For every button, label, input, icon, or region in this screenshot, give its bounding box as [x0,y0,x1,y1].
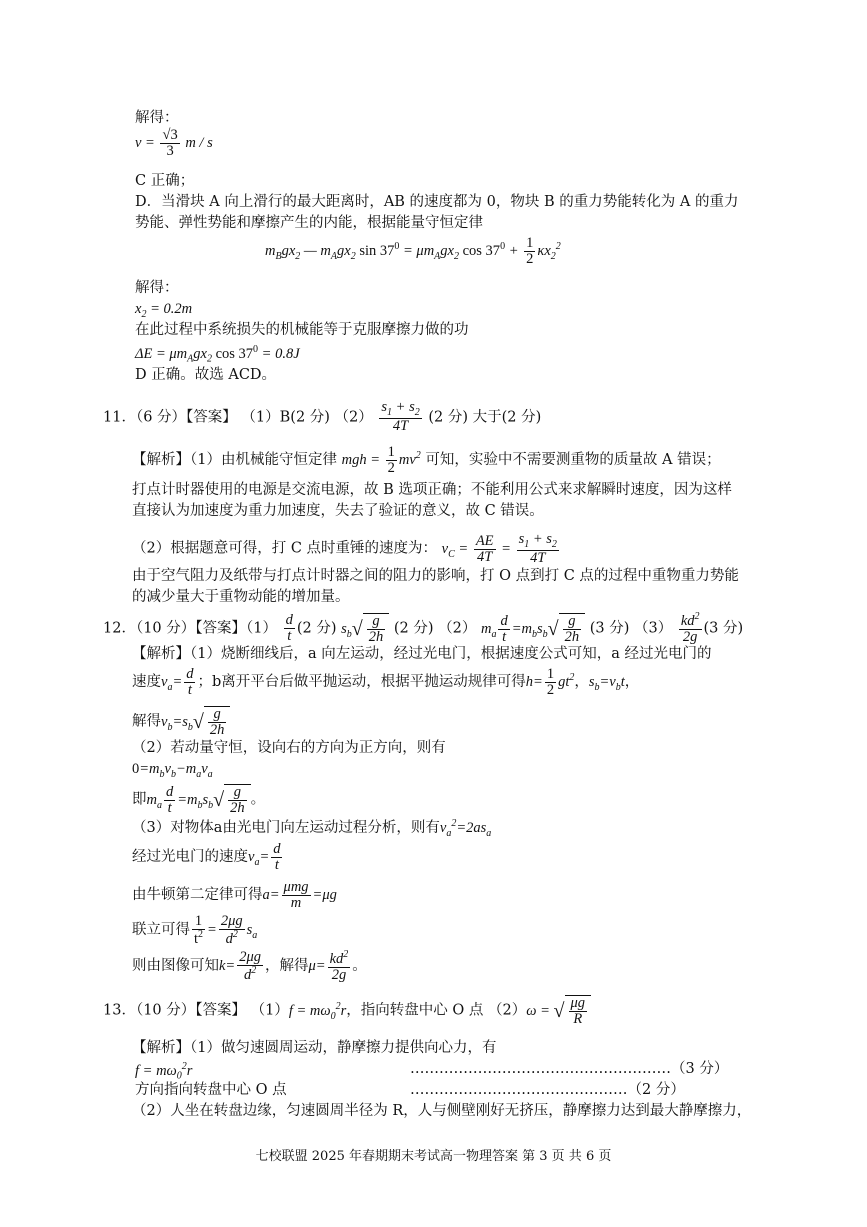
text-line: 的减少量大于重物动能的增加量。 [132,589,350,605]
text-line: 由于空气阻力及纸带与打点计时器之间的阻力的影响，打 O 点到打 C 点的过程中重物重力势能 [132,568,739,584]
text-line: 经过光电门的速度$v_a=$ $\frac{d}{t}$ [132,841,281,874]
equation: $m_Bgx_2$ — $m_Agx_2$ $\sin 37^0 = \mu m_Agx_2$ $\cos 37^0$ + $\frac{1}{2}$ $\kappa x_2^2$ [265,235,561,268]
text-line: （2）根据题意可得，打 C 点时重锤的速度为： $v_C$ = $\frac{AE}{4T}$ = $\frac{s_1 + s_2}{4T}$ [132,531,557,567]
page-footer: 七校联盟 2025 年春期期末考试高一物理答案 第 3 页 共 6 页 [255,1149,612,1164]
text-line: 由牛顿第二定律可得a= $\frac{\text{μmg}}{m}$ =μg [132,879,337,912]
equation: $0=m_bv_b-m_av_a$ [132,761,213,780]
text-line: （2）若动量守恒，设向右的方向为正方向，则有 [132,740,446,756]
question-13-header: 13．（10 分）【答案】 $(1)f = m\omega_0^2r$，指向转盘中心 O 点 （2）ω = √ $\frac{\mu g}{R}$ [103,995,591,1027]
score-dots: ………………………………………………（3 分） [410,1061,729,1077]
equation: v = $\frac{√3}{3}$ m / s [135,127,213,160]
text-line: 【解析】（1）烧断细线后，a 向左运动，经过光电门，根据速度公式可知，a 经过光电门的 [132,646,712,662]
equation: $\Delta E = \mu m_Agx_2$ $\cos 37^0 = 0.8J$ [135,344,300,365]
equation: $x_2 = 0.2m$ [135,301,193,320]
text-line: 即$m_a$ $\frac{d}{t}$ $=m_bs_b√$ $\frac{g}{2h}$ 。 [132,783,266,817]
question-12-header: 12．（10 分）【答案】（1） $\frac{d}{t}$ (2 分) $s_b√$ $\frac{g}{2h}$ (2 分) （2） $m_a$ $\frac{d}{t}$ $=m_bs_b√$ $\frac{g}{2h}$ (3 分) （3） $\frac{kd^2}{2g}$ (3 分) [103,611,744,646]
equation: $f = m\omega_0^2r$ [135,1061,193,1082]
text-line: 在此过程中系统损失的机械能等于克服摩擦力做的功 [135,322,469,338]
text-line: （2）人坐在转盘边缘，匀速圆周半径为 R，人与侧壁刚好无挤压，静摩擦力达到最大静摩擦力， [132,1103,752,1119]
text-line: 【解析】（1）做匀速圆周运动，静摩擦力提供向心力，有 [132,1040,497,1056]
text-line: D．当滑块 A 向上滑行的最大距离时，AB 的速度都为 0，物块 B 的重力势能转化为 A 的重力 [135,194,739,210]
text-line: 解得： [135,280,179,296]
text-line: 解得： [135,110,179,126]
text-line: 方向指向转盘中心 O 点 [135,1082,287,1098]
text-line: 【解析】（1）由机械能守恒定律 mgh = $\frac{1}{2}$ $mv^2$ 可知，实验中不需要测重物的质量故 A 错误； [132,444,721,477]
score-dots: ………………………………………（2 分） [410,1082,685,1098]
text-line: 则由图像可知k= $\frac{2\mu g}{d^2}$ ，解得μ= $\frac{kd^2}{2g}$ 。 [132,949,367,984]
text-line: D 正确。故选 ACD。 [135,367,277,383]
text-line: 打点计时器使用的电源是交流电源，故 B 选项正确；不能利用公式来求解瞬时速度，因为这样 [132,482,732,498]
text-line: 解得$v_b=s_b√$ $\frac{g}{2h}$ [132,706,230,738]
text-line: （3）对物体a由光电门向左运动过程分析，则有$v_a^2=2as_a$ [132,818,492,839]
question-11-header: 11．（6 分）【答案】 （1）B(2 分) （2） $\frac{s_1 + s_2}{4T}$ (2 分) 大于(2 分) [103,399,542,435]
text-line: C 正确； [135,173,195,189]
text-line: 联立可得 $\frac{1}{t^2}$ = $\frac{2\mu g}{d^2}$ $s_a$ [132,913,258,948]
text-line: 势能、弹性势能和摩擦产生的内能，根据能量守恒定律 [135,215,483,231]
text-line: 速度$v_a=$ $\frac{d}{t}$ ；b离开平台后做平抛运动，根据平抛运动规律可得h= $\frac{1}{2}$ $gt^2$，$s_b=v_bt$， [132,666,640,699]
text-line: 直接认为加速度为重力加速度，失去了验证的意义，故 C 错误。 [132,503,544,519]
